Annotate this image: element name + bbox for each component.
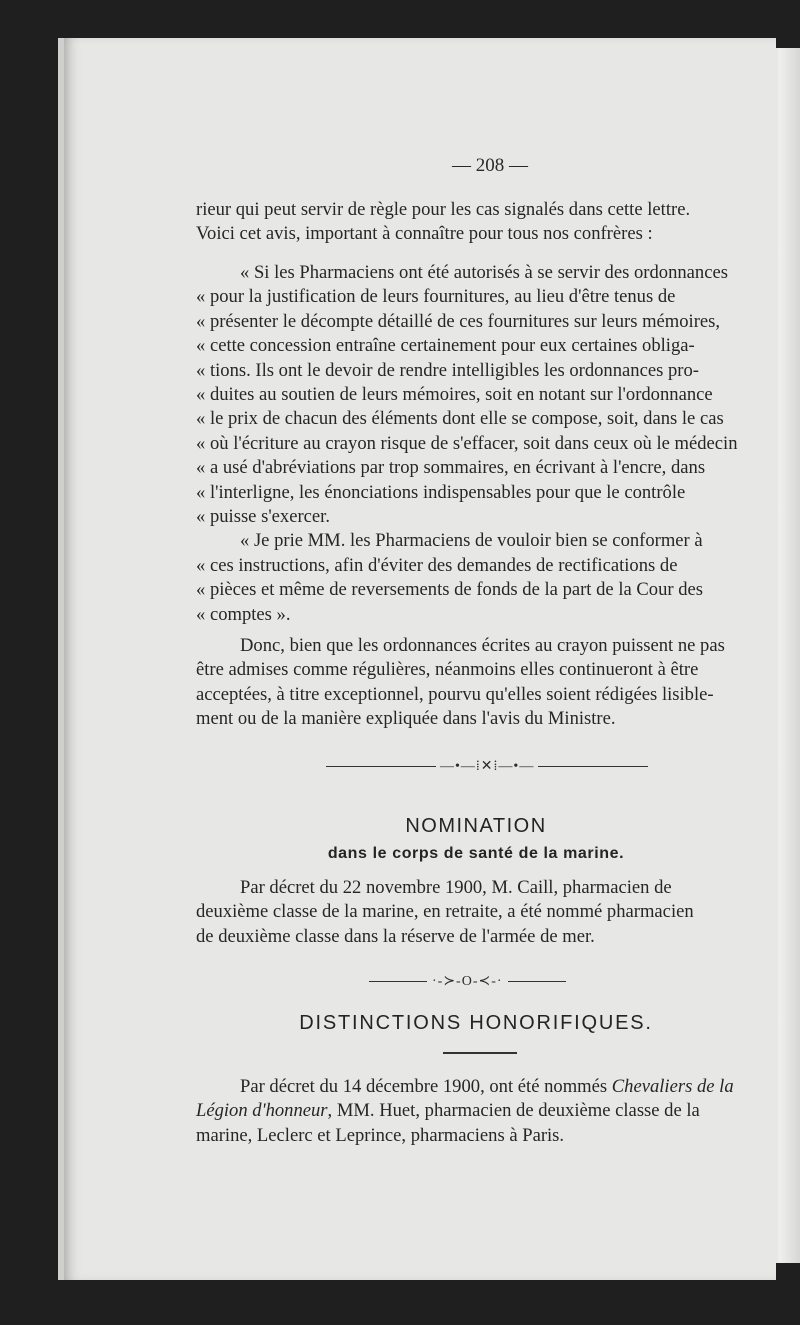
text-line: être admises comme régulières, néanmoins elles continueront à être [196,659,699,681]
quote-line: « comptes ». [196,603,291,625]
quote-line: « cette concession entraîne certainement pour eux certaines obliga- [196,335,695,357]
quote-line: « ces instructions, afin d'éviter des demandes de rectifications de [196,554,678,576]
text-line [196,1099,756,1123]
ornament-divider [369,973,566,990]
text-fragment: , MM. Huet, pharmacien de deuxième classe de la [327,1100,700,1122]
quote-line: « l'interligne, les énonciations indispensables pour que le contrôle [196,481,686,503]
text-line: deuxième classe de la marine, en retraite, a été nommé pharmacien [196,901,694,923]
nomination-title: NOMINATION [405,815,547,837]
intro-paragraph [196,198,756,247]
text-line: rieur qui peut servir de règle pour les cas signalés dans cette lettre. [196,199,691,220]
quote-line: « où l'écriture au crayon risque de s'effacer, soit dans ceux où le médecin [196,432,738,454]
page-number: — 208 — [452,155,528,176]
text-line: Voici cet avis, important à connaître pour tous nos confrères : [196,223,653,245]
text-line: ment ou de la manière expliquée dans l'avis du Ministre. [196,708,616,730]
ornament-glyph: —•—⁞✕⁞—•— [440,759,535,774]
italic-fragment: Chevaliers de la [611,1076,734,1097]
ornament-glyph: ·-≻-O-≺-· [432,974,503,989]
quote-line: « duites au soutien de leurs mémoires, soit en notant sur l'ordonnance [196,384,713,406]
quote-line: « Je prie MM. les Pharmaciens de vouloir bien se conformer à [240,530,703,552]
quote-line: « pour la justification de leurs fournitures, au lieu d'être tenus de [196,286,676,308]
text-fragment: Par décret du 14 décembre 1900, ont été nommés [240,1076,612,1097]
quote-line: « le prix de chacun des éléments dont elle se compose, soit, dans le cas [196,408,724,430]
title-underline [443,1052,517,1054]
distinctions-paragraph [196,1075,756,1148]
text-line [196,1075,756,1099]
nomination-paragraph [196,876,756,949]
italic-fragment: Légion d'honneur [196,1100,328,1122]
text-line: acceptées, à titre exceptionnel, pourvu qu'elles soient rédigées lisible- [196,683,714,705]
quote-line: « pièces et même de reversements de fonds de la part de la Cour des [196,579,704,601]
text-line: Par décret du 22 novembre 1900, M. Caill, pharmacien de [240,877,672,898]
quote-block [196,261,756,627]
quote-line: « tions. Ils ont le devoir de rendre intelligibles les ordonnances pro- [196,359,699,381]
text-line: de deuxième classe dans la réserve de l'armée de mer. [196,925,595,947]
nomination-subtitle: dans le corps de santé de la marine. [327,845,625,862]
quote-line: « Si les Pharmaciens ont été autorisés à se servir des ordonnances [240,262,728,283]
distinctions-title: DISTINCTIONS HONORIFIQUES. [299,1012,653,1034]
quote-line: « présenter le décompte détaillé de ces fournitures sur leurs mémoires, [196,310,721,332]
quote-line: « puisse s'exercer. [196,506,330,528]
conclusion-paragraph [196,634,756,732]
quote-line: « a usé d'abréviations par trop sommaires, en écrivant à l'encre, dans [196,457,706,479]
text-line: marine, Leclerc et Leprince, pharmaciens à Paris. [196,1124,565,1146]
ornament-divider [326,758,648,775]
text-line: Donc, bien que les ordonnances écrites au crayon puissent ne pas [240,635,725,656]
